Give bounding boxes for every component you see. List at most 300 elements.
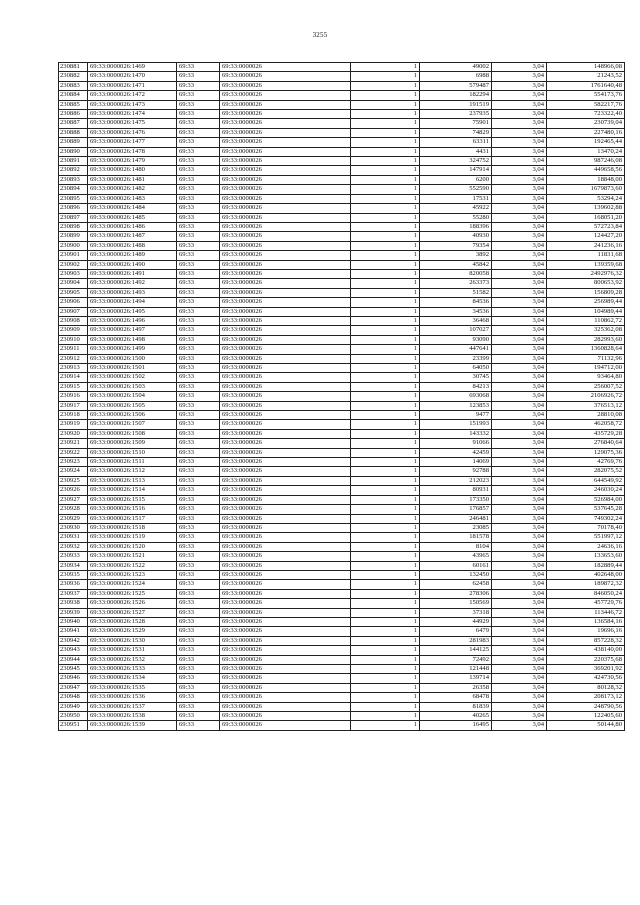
quarter-number-cell: 69:33:0000026 bbox=[220, 138, 351, 147]
area-cell: 37318 bbox=[420, 608, 492, 617]
cadastral-number-cell: 69:33:0000026:1497 bbox=[88, 326, 177, 335]
table-row bbox=[59, 693, 625, 702]
value-cell: 449658,56 bbox=[547, 166, 625, 175]
area-cell: 4431 bbox=[420, 147, 492, 156]
area-cell: 278306 bbox=[420, 589, 492, 598]
quarter-number-cell: 69:33:0000026 bbox=[220, 157, 351, 166]
cadastral-number-cell: 69:33:0000026:1526 bbox=[88, 599, 177, 608]
cadastral-number-cell: 69:33:0000026:1528 bbox=[88, 617, 177, 626]
count-cell: 1 bbox=[351, 298, 420, 307]
row-number-cell: 230925 bbox=[59, 476, 88, 485]
table-row bbox=[59, 232, 625, 241]
rate-cell: 3,04 bbox=[492, 683, 547, 692]
quarter-number-cell: 69:33:0000026 bbox=[220, 269, 351, 278]
area-cell: 92788 bbox=[420, 467, 492, 476]
table-row bbox=[59, 335, 625, 344]
value-cell: 2106926,72 bbox=[547, 392, 625, 401]
value-cell: 723322,40 bbox=[547, 110, 625, 119]
value-cell: 192465,44 bbox=[547, 138, 625, 147]
area-cell: 212023 bbox=[420, 476, 492, 485]
quarter-number-cell: 69:33:0000026 bbox=[220, 570, 351, 579]
district-code-cell: 69:33 bbox=[177, 373, 220, 382]
row-number-cell: 230887 bbox=[59, 119, 88, 128]
table-row bbox=[59, 307, 625, 316]
quarter-number-cell: 69:33:0000026 bbox=[220, 100, 351, 109]
quarter-number-cell: 69:33:0000026 bbox=[220, 617, 351, 626]
district-code-cell: 69:33 bbox=[177, 401, 220, 410]
area-cell: 26358 bbox=[420, 683, 492, 692]
count-cell: 1 bbox=[351, 260, 420, 269]
count-cell: 1 bbox=[351, 552, 420, 561]
value-cell: 70178,40 bbox=[547, 523, 625, 532]
row-number-cell: 230903 bbox=[59, 269, 88, 278]
quarter-number-cell: 69:33:0000026 bbox=[220, 222, 351, 231]
quarter-number-cell: 69:33:0000026 bbox=[220, 439, 351, 448]
area-cell: 6988 bbox=[420, 72, 492, 81]
district-code-cell: 69:33 bbox=[177, 147, 220, 156]
quarter-number-cell: 69:33:0000026 bbox=[220, 335, 351, 344]
cadastral-number-cell: 69:33:0000026:1531 bbox=[88, 646, 177, 655]
area-cell: 45922 bbox=[420, 204, 492, 213]
table-row bbox=[59, 467, 625, 476]
table-row bbox=[59, 674, 625, 683]
district-code-cell: 69:33 bbox=[177, 721, 220, 730]
rate-cell: 3,04 bbox=[492, 712, 547, 721]
area-cell: 693068 bbox=[420, 392, 492, 401]
table-row bbox=[59, 157, 625, 166]
count-cell: 1 bbox=[351, 401, 420, 410]
area-cell: 132450 bbox=[420, 570, 492, 579]
count-cell: 1 bbox=[351, 316, 420, 325]
value-cell: 846050,24 bbox=[547, 589, 625, 598]
value-cell: 526984,00 bbox=[547, 495, 625, 504]
count-cell: 1 bbox=[351, 326, 420, 335]
row-number-cell: 230941 bbox=[59, 627, 88, 636]
quarter-number-cell: 69:33:0000026 bbox=[220, 411, 351, 420]
table-row bbox=[59, 326, 625, 335]
rate-cell: 3,04 bbox=[492, 298, 547, 307]
rate-cell: 3,04 bbox=[492, 364, 547, 373]
rate-cell: 3,04 bbox=[492, 505, 547, 514]
table-row bbox=[59, 495, 625, 504]
cadastral-number-cell: 69:33:0000026:1504 bbox=[88, 392, 177, 401]
table-row bbox=[59, 72, 625, 81]
count-cell: 1 bbox=[351, 429, 420, 438]
table-row bbox=[59, 288, 625, 297]
count-cell: 1 bbox=[351, 345, 420, 354]
district-code-cell: 69:33 bbox=[177, 617, 220, 626]
table-row bbox=[59, 627, 625, 636]
district-code-cell: 69:33 bbox=[177, 458, 220, 467]
table-row bbox=[59, 514, 625, 523]
rate-cell: 3,04 bbox=[492, 63, 547, 72]
row-number-cell: 230911 bbox=[59, 345, 88, 354]
table-row bbox=[59, 505, 625, 514]
value-cell: 168051,20 bbox=[547, 213, 625, 222]
area-cell: 30745 bbox=[420, 373, 492, 382]
count-cell: 1 bbox=[351, 448, 420, 457]
value-cell: 572723,84 bbox=[547, 222, 625, 231]
rate-cell: 3,04 bbox=[492, 147, 547, 156]
count-cell: 1 bbox=[351, 655, 420, 664]
rate-cell: 3,04 bbox=[492, 241, 547, 250]
rate-cell: 3,04 bbox=[492, 655, 547, 664]
row-number-cell: 230908 bbox=[59, 316, 88, 325]
count-cell: 1 bbox=[351, 213, 420, 222]
count-cell: 1 bbox=[351, 269, 420, 278]
count-cell: 1 bbox=[351, 138, 420, 147]
district-code-cell: 69:33 bbox=[177, 91, 220, 100]
rate-cell: 3,04 bbox=[492, 269, 547, 278]
rate-cell: 3,04 bbox=[492, 119, 547, 128]
table-row bbox=[59, 712, 625, 721]
table-row bbox=[59, 420, 625, 429]
cadastral-number-cell: 69:33:0000026:1508 bbox=[88, 429, 177, 438]
quarter-number-cell: 69:33:0000026 bbox=[220, 166, 351, 175]
quarter-number-cell: 69:33:0000026 bbox=[220, 63, 351, 72]
cadastral-number-cell: 69:33:0000026:1535 bbox=[88, 683, 177, 692]
table-row bbox=[59, 269, 625, 278]
quarter-number-cell: 69:33:0000026 bbox=[220, 119, 351, 128]
area-cell: 34536 bbox=[420, 307, 492, 316]
count-cell: 1 bbox=[351, 476, 420, 485]
district-code-cell: 69:33 bbox=[177, 570, 220, 579]
table-row bbox=[59, 213, 625, 222]
value-cell: 133653,60 bbox=[547, 552, 625, 561]
count-cell: 1 bbox=[351, 439, 420, 448]
row-number-cell: 230927 bbox=[59, 495, 88, 504]
rate-cell: 3,04 bbox=[492, 542, 547, 551]
value-cell: 124427,20 bbox=[547, 232, 625, 241]
quarter-number-cell: 69:33:0000026 bbox=[220, 185, 351, 194]
count-cell: 1 bbox=[351, 279, 420, 288]
value-cell: 93464,80 bbox=[547, 373, 625, 382]
quarter-number-cell: 69:33:0000026 bbox=[220, 91, 351, 100]
table-row bbox=[59, 147, 625, 156]
value-cell: 129075,36 bbox=[547, 448, 625, 457]
count-cell: 1 bbox=[351, 627, 420, 636]
rate-cell: 3,04 bbox=[492, 260, 547, 269]
cadastral-number-cell: 69:33:0000026:1496 bbox=[88, 316, 177, 325]
quarter-number-cell: 69:33:0000026 bbox=[220, 213, 351, 222]
district-code-cell: 69:33 bbox=[177, 429, 220, 438]
district-code-cell: 69:33 bbox=[177, 439, 220, 448]
quarter-number-cell: 69:33:0000026 bbox=[220, 458, 351, 467]
rate-cell: 3,04 bbox=[492, 570, 547, 579]
rate-cell: 3,04 bbox=[492, 326, 547, 335]
cadastral-value-table bbox=[58, 62, 625, 731]
rate-cell: 3,04 bbox=[492, 232, 547, 241]
count-cell: 1 bbox=[351, 495, 420, 504]
cadastral-number-cell: 69:33:0000026:1470 bbox=[88, 72, 177, 81]
cadastral-number-cell: 69:33:0000026:1533 bbox=[88, 665, 177, 674]
count-cell: 1 bbox=[351, 222, 420, 231]
row-number-cell: 230912 bbox=[59, 354, 88, 363]
table-row bbox=[59, 63, 625, 72]
row-number-cell: 230913 bbox=[59, 364, 88, 373]
rate-cell: 3,04 bbox=[492, 702, 547, 711]
area-cell: 60161 bbox=[420, 561, 492, 570]
count-cell: 1 bbox=[351, 523, 420, 532]
quarter-number-cell: 69:33:0000026 bbox=[220, 128, 351, 137]
table-row bbox=[59, 721, 625, 730]
area-cell: 36468 bbox=[420, 316, 492, 325]
district-code-cell: 69:33 bbox=[177, 110, 220, 119]
table-row bbox=[59, 81, 625, 90]
cadastral-number-cell: 69:33:0000026:1500 bbox=[88, 354, 177, 363]
quarter-number-cell: 69:33:0000026 bbox=[220, 646, 351, 655]
value-cell: 11831,68 bbox=[547, 251, 625, 260]
table-row bbox=[59, 260, 625, 269]
district-code-cell: 69:33 bbox=[177, 467, 220, 476]
row-number-cell: 230930 bbox=[59, 523, 88, 532]
rate-cell: 3,04 bbox=[492, 100, 547, 109]
count-cell: 1 bbox=[351, 712, 420, 721]
row-number-cell: 230917 bbox=[59, 401, 88, 410]
area-cell: 188396 bbox=[420, 222, 492, 231]
area-cell: 144125 bbox=[420, 646, 492, 655]
row-number-cell: 230929 bbox=[59, 514, 88, 523]
area-cell: 191519 bbox=[420, 100, 492, 109]
cadastral-number-cell: 69:33:0000026:1486 bbox=[88, 222, 177, 231]
quarter-number-cell: 69:33:0000026 bbox=[220, 175, 351, 184]
area-cell: 55280 bbox=[420, 213, 492, 222]
district-code-cell: 69:33 bbox=[177, 81, 220, 90]
table-row bbox=[59, 589, 625, 598]
cadastral-number-cell: 69:33:0000026:1480 bbox=[88, 166, 177, 175]
count-cell: 1 bbox=[351, 683, 420, 692]
row-number-cell: 230936 bbox=[59, 580, 88, 589]
cadastral-number-cell: 69:33:0000026:1493 bbox=[88, 288, 177, 297]
value-cell: 113446,72 bbox=[547, 608, 625, 617]
quarter-number-cell: 69:33:0000026 bbox=[220, 561, 351, 570]
rate-cell: 3,04 bbox=[492, 495, 547, 504]
quarter-number-cell: 69:33:0000026 bbox=[220, 552, 351, 561]
value-cell: 987246,08 bbox=[547, 157, 625, 166]
rate-cell: 3,04 bbox=[492, 523, 547, 532]
cadastral-number-cell: 69:33:0000026:1519 bbox=[88, 533, 177, 542]
table-row bbox=[59, 580, 625, 589]
rate-cell: 3,04 bbox=[492, 514, 547, 523]
area-cell: 80931 bbox=[420, 486, 492, 495]
quarter-number-cell: 69:33:0000026 bbox=[220, 72, 351, 81]
row-number-cell: 230883 bbox=[59, 81, 88, 90]
row-number-cell: 230897 bbox=[59, 213, 88, 222]
row-number-cell: 230900 bbox=[59, 241, 88, 250]
count-cell: 1 bbox=[351, 288, 420, 297]
rate-cell: 3,04 bbox=[492, 608, 547, 617]
value-cell: 80128,32 bbox=[547, 683, 625, 692]
quarter-number-cell: 69:33:0000026 bbox=[220, 232, 351, 241]
quarter-number-cell: 69:33:0000026 bbox=[220, 505, 351, 514]
count-cell: 1 bbox=[351, 364, 420, 373]
count-cell: 1 bbox=[351, 599, 420, 608]
table-row bbox=[59, 175, 625, 184]
rate-cell: 3,04 bbox=[492, 617, 547, 626]
district-code-cell: 69:33 bbox=[177, 307, 220, 316]
cadastral-number-cell: 69:33:0000026:1505 bbox=[88, 401, 177, 410]
area-cell: 8104 bbox=[420, 542, 492, 551]
cadastral-number-cell: 69:33:0000026:1517 bbox=[88, 514, 177, 523]
district-code-cell: 69:33 bbox=[177, 157, 220, 166]
quarter-number-cell: 69:33:0000026 bbox=[220, 260, 351, 269]
row-number-cell: 230889 bbox=[59, 138, 88, 147]
value-cell: 857228,32 bbox=[547, 636, 625, 645]
cadastral-number-cell: 69:33:0000026:1516 bbox=[88, 505, 177, 514]
value-cell: 582217,76 bbox=[547, 100, 625, 109]
quarter-number-cell: 69:33:0000026 bbox=[220, 467, 351, 476]
quarter-number-cell: 69:33:0000026 bbox=[220, 495, 351, 504]
area-cell: 14069 bbox=[420, 458, 492, 467]
count-cell: 1 bbox=[351, 636, 420, 645]
area-cell: 176857 bbox=[420, 505, 492, 514]
quarter-number-cell: 69:33:0000026 bbox=[220, 420, 351, 429]
quarter-number-cell: 69:33:0000026 bbox=[220, 147, 351, 156]
row-number-cell: 230891 bbox=[59, 157, 88, 166]
cadastral-number-cell: 69:33:0000026:1529 bbox=[88, 627, 177, 636]
cadastral-number-cell: 69:33:0000026:1532 bbox=[88, 655, 177, 664]
district-code-cell: 69:33 bbox=[177, 100, 220, 109]
rate-cell: 3,04 bbox=[492, 439, 547, 448]
value-cell: 1679873,60 bbox=[547, 185, 625, 194]
value-cell: 208173,12 bbox=[547, 693, 625, 702]
table-row bbox=[59, 345, 625, 354]
district-code-cell: 69:33 bbox=[177, 448, 220, 457]
row-number-cell: 230886 bbox=[59, 110, 88, 119]
area-cell: 81839 bbox=[420, 702, 492, 711]
area-cell: 17531 bbox=[420, 194, 492, 203]
cadastral-number-cell: 69:33:0000026:1512 bbox=[88, 467, 177, 476]
table-row bbox=[59, 185, 625, 194]
cadastral-number-cell: 69:33:0000026:1488 bbox=[88, 241, 177, 250]
rate-cell: 3,04 bbox=[492, 599, 547, 608]
rate-cell: 3,04 bbox=[492, 561, 547, 570]
count-cell: 1 bbox=[351, 486, 420, 495]
area-cell: 9477 bbox=[420, 411, 492, 420]
area-cell: 84536 bbox=[420, 298, 492, 307]
area-cell: 40265 bbox=[420, 712, 492, 721]
cadastral-number-cell: 69:33:0000026:1481 bbox=[88, 175, 177, 184]
cadastral-number-cell: 69:33:0000026:1507 bbox=[88, 420, 177, 429]
area-cell: 121448 bbox=[420, 665, 492, 674]
count-cell: 1 bbox=[351, 617, 420, 626]
row-number-cell: 230948 bbox=[59, 693, 88, 702]
table-row bbox=[59, 91, 625, 100]
district-code-cell: 69:33 bbox=[177, 326, 220, 335]
district-code-cell: 69:33 bbox=[177, 222, 220, 231]
value-cell: 189872,32 bbox=[547, 580, 625, 589]
value-cell: 148966,08 bbox=[547, 63, 625, 72]
quarter-number-cell: 69:33:0000026 bbox=[220, 429, 351, 438]
table-row bbox=[59, 665, 625, 674]
rate-cell: 3,04 bbox=[492, 401, 547, 410]
district-code-cell: 69:33 bbox=[177, 241, 220, 250]
area-cell: 43965 bbox=[420, 552, 492, 561]
rate-cell: 3,04 bbox=[492, 204, 547, 213]
count-cell: 1 bbox=[351, 91, 420, 100]
rate-cell: 3,04 bbox=[492, 627, 547, 636]
area-cell: 45842 bbox=[420, 260, 492, 269]
cadastral-number-cell: 69:33:0000026:1489 bbox=[88, 251, 177, 260]
value-cell: 13470,24 bbox=[547, 147, 625, 156]
table-row bbox=[59, 110, 625, 119]
table-row bbox=[59, 401, 625, 410]
rate-cell: 3,04 bbox=[492, 307, 547, 316]
value-cell: 644549,92 bbox=[547, 476, 625, 485]
cadastral-number-cell: 69:33:0000026:1524 bbox=[88, 580, 177, 589]
quarter-number-cell: 69:33:0000026 bbox=[220, 580, 351, 589]
row-number-cell: 230937 bbox=[59, 589, 88, 598]
table-row bbox=[59, 646, 625, 655]
count-cell: 1 bbox=[351, 128, 420, 137]
count-cell: 1 bbox=[351, 570, 420, 579]
row-number-cell: 230896 bbox=[59, 204, 88, 213]
cadastral-number-cell: 69:33:0000026:1527 bbox=[88, 608, 177, 617]
count-cell: 1 bbox=[351, 100, 420, 109]
quarter-number-cell: 69:33:0000026 bbox=[220, 364, 351, 373]
value-cell: 21243,52 bbox=[547, 72, 625, 81]
row-number-cell: 230940 bbox=[59, 617, 88, 626]
value-cell: 800653,92 bbox=[547, 279, 625, 288]
value-cell: 537645,28 bbox=[547, 505, 625, 514]
quarter-number-cell: 69:33:0000026 bbox=[220, 326, 351, 335]
rate-cell: 3,04 bbox=[492, 429, 547, 438]
area-cell: 173350 bbox=[420, 495, 492, 504]
area-cell: 237935 bbox=[420, 110, 492, 119]
row-number-cell: 230918 bbox=[59, 411, 88, 420]
district-code-cell: 69:33 bbox=[177, 561, 220, 570]
row-number-cell: 230950 bbox=[59, 712, 88, 721]
rate-cell: 3,04 bbox=[492, 533, 547, 542]
area-cell: 68478 bbox=[420, 693, 492, 702]
value-cell: 182889,44 bbox=[547, 561, 625, 570]
cadastral-number-cell: 69:33:0000026:1478 bbox=[88, 147, 177, 156]
rate-cell: 3,04 bbox=[492, 411, 547, 420]
table-row bbox=[59, 373, 625, 382]
count-cell: 1 bbox=[351, 702, 420, 711]
row-number-cell: 230899 bbox=[59, 232, 88, 241]
value-cell: 276840,64 bbox=[547, 439, 625, 448]
quarter-number-cell: 69:33:0000026 bbox=[220, 542, 351, 551]
district-code-cell: 69:33 bbox=[177, 580, 220, 589]
district-code-cell: 69:33 bbox=[177, 599, 220, 608]
table-row bbox=[59, 561, 625, 570]
cadastral-number-cell: 69:33:0000026:1477 bbox=[88, 138, 177, 147]
row-number-cell: 230944 bbox=[59, 655, 88, 664]
count-cell: 1 bbox=[351, 646, 420, 655]
district-code-cell: 69:33 bbox=[177, 213, 220, 222]
count-cell: 1 bbox=[351, 157, 420, 166]
row-number-cell: 230904 bbox=[59, 279, 88, 288]
cadastral-number-cell: 69:33:0000026:1475 bbox=[88, 119, 177, 128]
value-cell: 1761640,48 bbox=[547, 81, 625, 90]
row-number-cell: 230888 bbox=[59, 128, 88, 137]
table-row bbox=[59, 354, 625, 363]
cadastral-number-cell: 69:33:0000026:1515 bbox=[88, 495, 177, 504]
district-code-cell: 69:33 bbox=[177, 260, 220, 269]
cadastral-number-cell: 69:33:0000026:1514 bbox=[88, 486, 177, 495]
row-number-cell: 230934 bbox=[59, 561, 88, 570]
value-cell: 282993,60 bbox=[547, 335, 625, 344]
district-code-cell: 69:33 bbox=[177, 693, 220, 702]
quarter-number-cell: 69:33:0000026 bbox=[220, 599, 351, 608]
quarter-number-cell: 69:33:0000026 bbox=[220, 382, 351, 391]
area-cell: 16495 bbox=[420, 721, 492, 730]
row-number-cell: 230902 bbox=[59, 260, 88, 269]
district-code-cell: 69:33 bbox=[177, 72, 220, 81]
count-cell: 1 bbox=[351, 241, 420, 250]
row-number-cell: 230951 bbox=[59, 721, 88, 730]
